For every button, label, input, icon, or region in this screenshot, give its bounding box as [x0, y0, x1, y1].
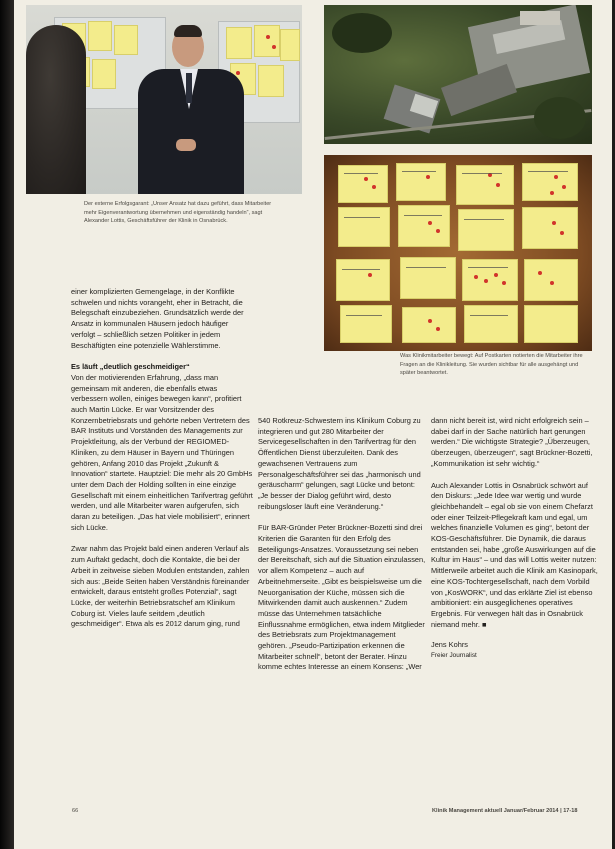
photo-pinboard-caption: Was Klinikmitarbeiter bewegt: Auf Postkarten notierten die Mitarbeiter ihre Fragen an die Klinikleitung. Sie wurden sichtbar für alle ausgehängt und später beantwortet.	[400, 353, 583, 377]
paragraph: einer komplizierten Gemengelage, in der Konflikte schwelen und nichts vorangeht, eher in Betracht, die Belegschaft einzubeziehen. Grundsätzlich werde der Ansatz in kommunalen Häusern jedoch häufiger verfolgt – schließlich setzen Politiker in jedem Beschäftigten eine potenzielle Wählerstimme.	[71, 287, 244, 350]
paragraph: Es läuft „deutlich geschmeidiger“ Von der motivierenden Erfahrung, „dass man gemeinsam mit anderen, die ebenfalls etwas verbessern wollen, einiges bewegen kann“, profitiert auch Martin Lücke. Er war Vorsitzender des Konzernbetriebsrats und gehörte neben Vertretern des BAR Instituts und Vorständen des Managements zur Projektleitung, als der Verbund der REGIOMED-Kliniken, zu dem Häuser in Bayern und Thüringen gehören, Anfang 2010 das Projekt „Zukunft & Innovation“ startete. Hauptziel: Die mehr als 20 GmbHs unter dem Dach der Holding sollten in eine einzige Gesellschaft mit einem einheitlichen Tarifvertrag geführt werden, und alle Mitarbeiter waren aufgerufen, sich daran zu beteiligen. „Das hat viele mobilisiert“, erinnert sich Lücke.	[71, 362, 253, 532]
magazine-page	[14, 0, 612, 849]
paragraph: 540 Rotkreuz-Schwestern ins Klinikum Coburg zu integrieren und gut 280 Mitarbeiter der Servicegesellschaften in den Tarifvertrag für den Öffentlichen Dienst überzuleiten. Dank des gewachsenen Vertrauens zum Personalgeschäftsführer sei das „harmonisch und geräuscharm“ gelungen, sagt Lücke und betont: „Je besser der Dialog geführt wird, desto reibungsloser läuft eine Veränderung.“	[258, 416, 421, 511]
page-number: 66	[72, 808, 79, 814]
photo-speaker	[26, 5, 302, 194]
paragraph: Zwar nahm das Projekt bald einen anderen Verlauf als zum Auftakt gedacht, doch die Kontakte, die bei der Arbeit in zeitweise sieben Modulen entstanden, zahlen sich aus: „Beide Seiten haben Verständnis füreinander entwickelt, daraus entsteht großes Potenzial“, sagt Lücke, der weiterhin Betriebsratschef am Klinikum Coburg ist. Vieles laufe seitdem „deutlich geschmeidiger“. Etwa als es 2012 darum ging, rund	[71, 544, 250, 629]
text-column-3	[431, 416, 599, 662]
author-block	[431, 640, 599, 661]
photo-pinboard	[324, 155, 592, 351]
paragraph: dann nicht bereit ist, wird nicht erfolgreich sein – dabei darf in der Sache natürlich hart gerungen werden.“ Die wichtigste Strategie? „Überzeugen, überzeugen, überzeugen“, sagt Brückner-Bozetti, „Kommunikation ist sehr wichtig.“	[431, 416, 593, 468]
text-column-1	[71, 287, 253, 630]
paragraph: Auch Alexander Lottis in Osnabrück schwört auf den Diskurs: „Jede Idee war wertig und wurde gleichbehandelt – egal ob sie von einem Chefarzt oder einer Teilzeit-Pflegekraft kam und egal, um welches finanzielle Volumen es ging“, betont der KOS-Geschäftsführer. Die Dynamik, die daraus entstanden sei, habe „große Auswirkungen auf die Kultur im Haus“ – und das will Lottis weiter nutzen: Mittlerweile arbeitet auch die Klinik am Kasinopark, eine KOS-Tochtergesellschaft, nach dem Vorbild von „KosWORK“, und das erklärte Ziel ist ebenso ambitioniert: ein ausgeglichenes operatives Ergebnis. Für verwegen hält das in Osnabrück niemand mehr. ■	[431, 480, 598, 629]
subheading: Es läuft „deutlich geschmeidiger“	[71, 362, 190, 372]
text-column-2	[258, 416, 426, 673]
photo-speaker-caption: Der externe Erfolgsgarant: „Unser Ansatz hat dazu geführt, dass Mitarbeiter mehr Eigenverantwortung übernehmen und eigenständig handeln“, sagt Alexander Lottis, Geschäftsführer der Klinik in Osnabrück.	[84, 201, 272, 225]
author-role: Freier Journalist	[431, 652, 477, 660]
page-shadow	[0, 0, 14, 849]
photo-aerial	[324, 5, 592, 144]
publication-line: Klinik Management aktuell Januar/Februar 2014 | 17-18	[432, 808, 578, 814]
author-name: Jens Kohrs	[431, 640, 468, 650]
paragraph: Für BAR-Gründer Peter Brückner-Bozetti sind drei Kriterien die Garanten für den Erfolg des Beteiligungs-Ansatzes. Voraussetzung sei neben der Bereitschaft, sich auf die Situation einzulassen, vor allem Kompetenz – auch auf Arbeitnehmerseite. „Gibt es beispielsweise um die Neuorganisation der Küche, müssen sich die Mitwirkenden damit auch auskennen.“ Zudem müsse das Unternehmen tatsächliche Einflussnahme ermöglichen, etwa indem Mitglieder des Betriebsrats zum Projektmanagement gehören. „Pseudo-Partizipation erkennen die Mitarbeiter schnell“, betont der Berater. Hinzu komme echtes Interesse an einem Konsens: „Wer	[258, 523, 426, 672]
